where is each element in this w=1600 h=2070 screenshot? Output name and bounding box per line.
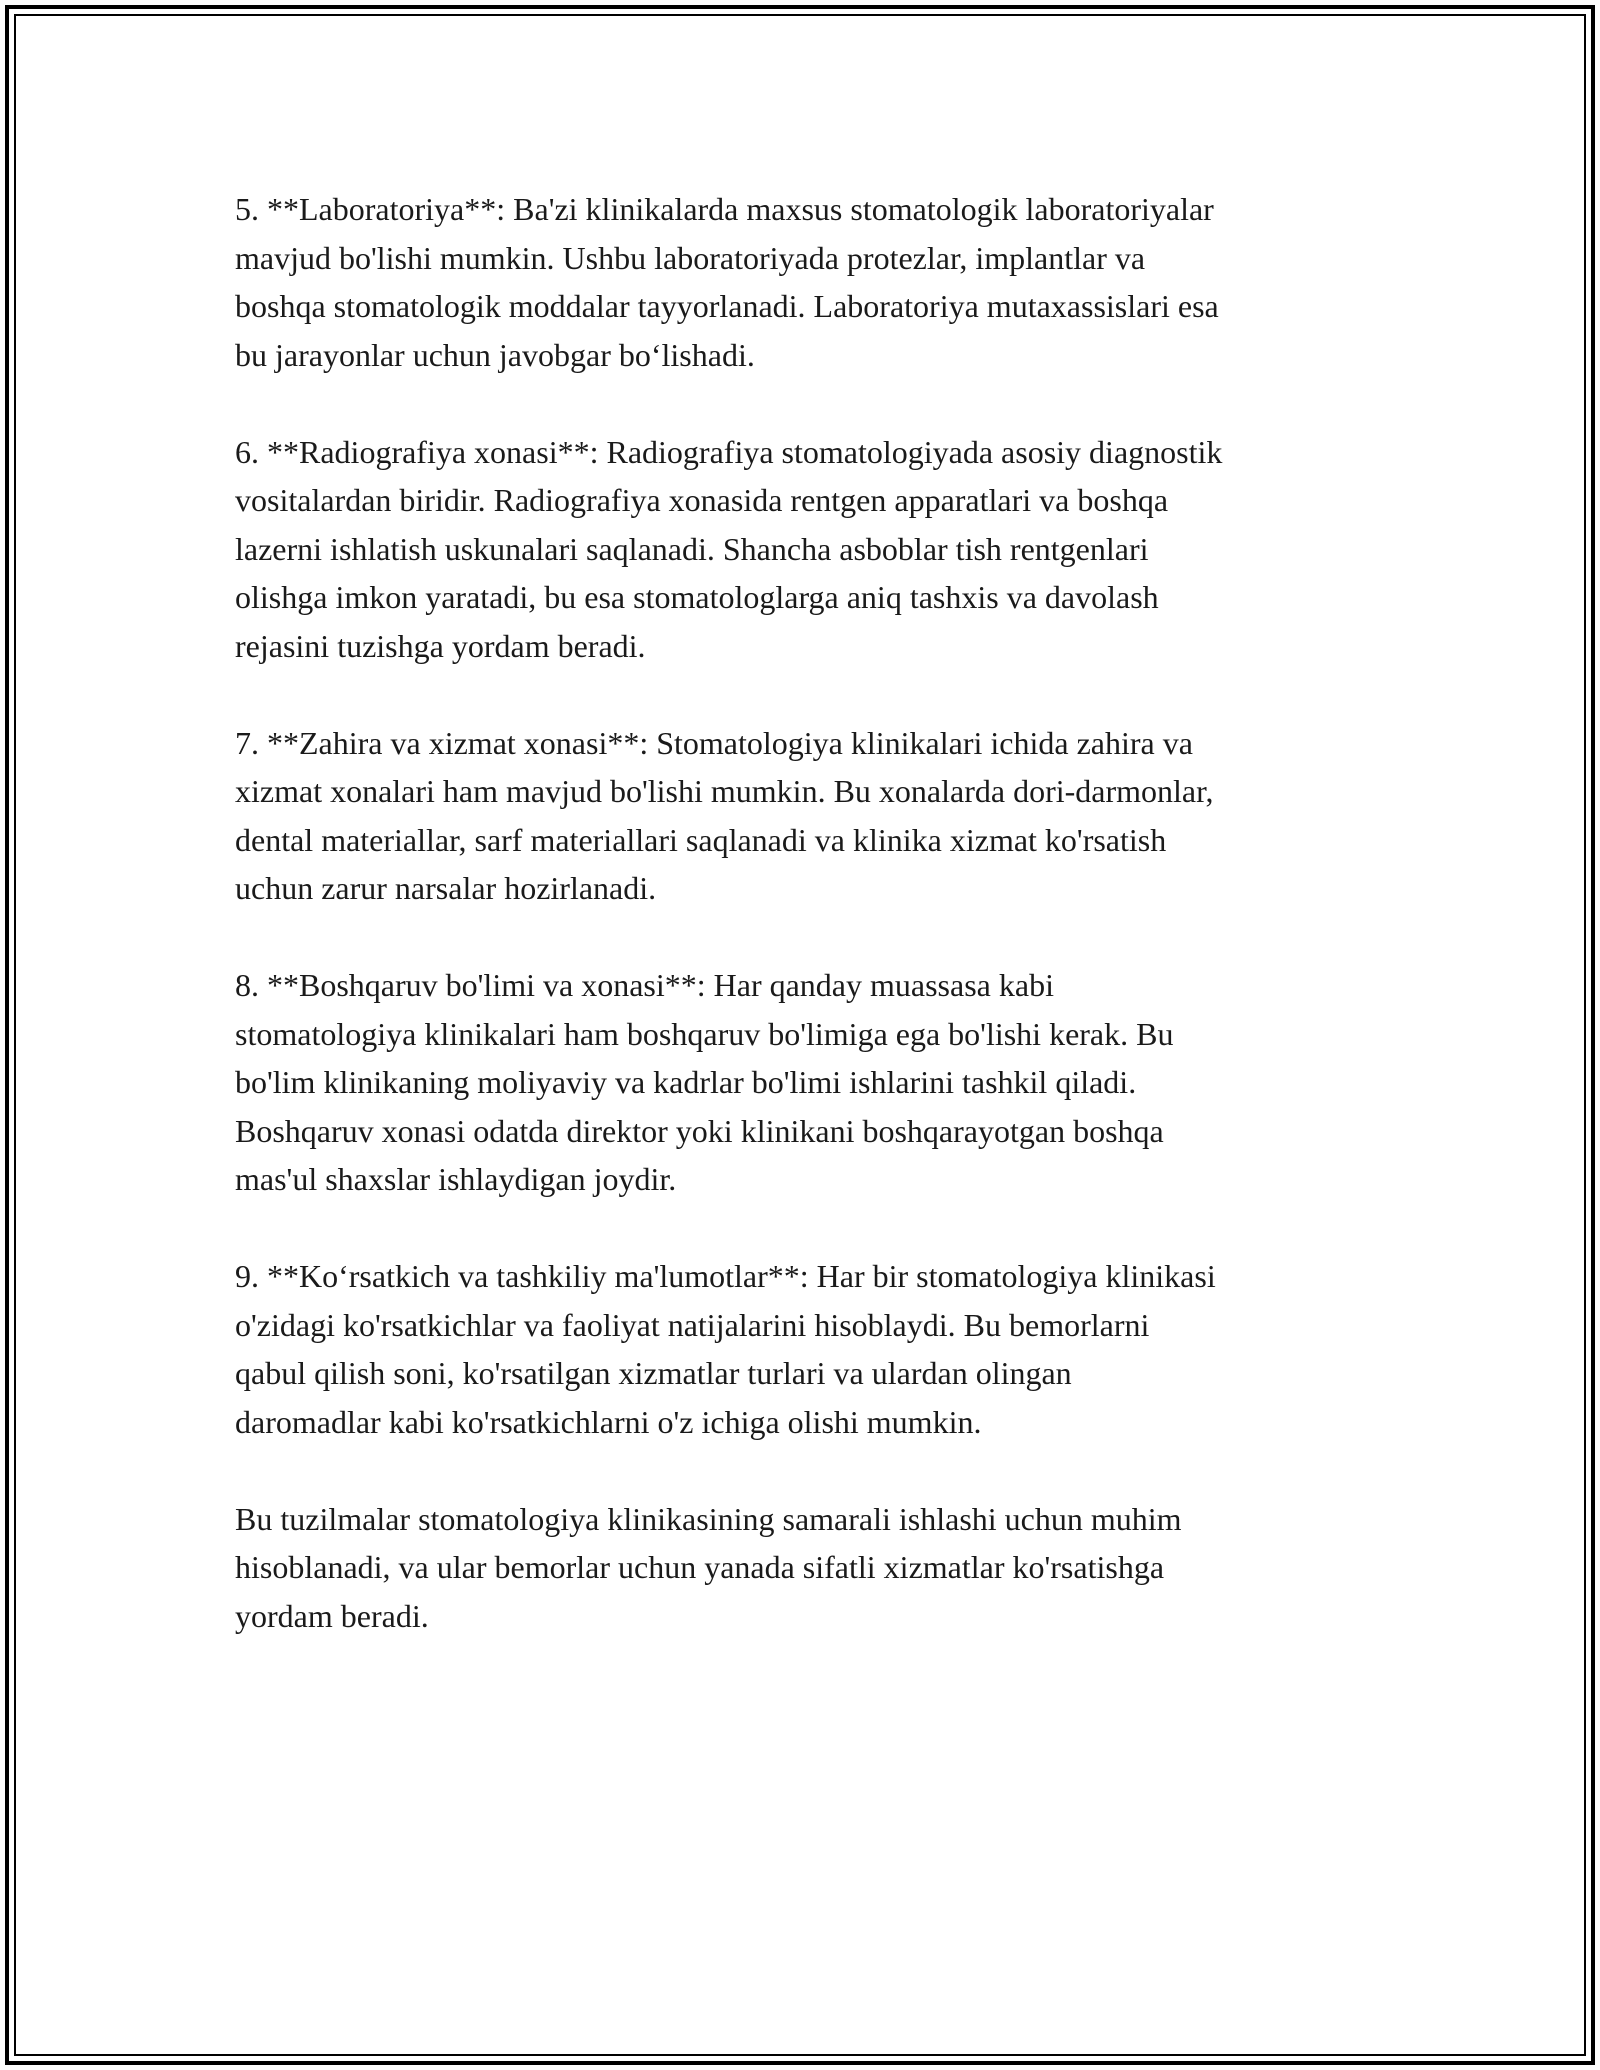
paragraph-zahira-va-xizmat-xonasi: 7. **Zahira va xizmat xonasi**: Stomatologiya klinikalari ichida zahira va xizmat xonalari ham mavjud bo'lishi mumkin. Bu xonalarda dori-darmonlar, dental materiallar, sarf materiallari saqlanadi va klinika xizmat ko'rsatish uchun zarur narsalar hozirlanadi. <box>235 724 1214 906</box>
paragraph-laboratoriya: 5. **Laboratoriya**: Ba'zi klinikalarda maxsus stomatologik laboratoriyalar mavjud bo'lishi mumkin. Ushbu laboratoriyada protezlar, implantlar va boshqa stomatologik moddalar tayyorlanadi. Laboratoriya mutaxassislari esa bu jarayonlar uchun javobgar bo‘lishadi. <box>235 191 1219 373</box>
document-body <box>235 185 1395 1689</box>
paragraph-korsatkich: 9. **Ko‘rsatkich va tashkiliy ma'lumotlar**: Har bir stomatologiya klinikasi o'zidagi ko'rsatkichlar va faoliyat natijalarini hisoblaydi. Bu bemorlarni qabul qilish soni, ko'rsatilgan xizmatlar turlari va ulardan olingan daromadlar kabi ko'rsatkichlarni o'z ichiga olishi mumkin. <box>235 1258 1216 1440</box>
paragraph-boshqaruv-bolimi: 8. **Boshqaruv bo'limi va xonasi**: Har qanday muassasa kabi stomatologiya klinikalari ham boshqaruv bo'limiga ega bo'lishi kerak. Bu bo'lim klinikaning moliyaviy va kadrlar bo'limi ishlarini tashkil qiladi. Boshqaruv xonasi odatda direktor yoki klinikani boshqarayotgan boshqa mas'ul shaxslar ishlaydigan joydir. <box>235 967 1174 1197</box>
paragraph-radiografiya-xonasi: 6. **Radiografiya xonasi**: Radiografiya stomatologiyada asosiy diagnostik vositalardan biridir. Radiografiya xonasida rentgen apparatlari va boshqa lazerni ishlatish uskunalari saqlanadi. Shancha asboblar tish rentgenlari olishga imkon yaratadi, bu esa stomatologlarga aniq tashxis va davolash rejasini tuzishga yordam beradi. <box>235 433 1223 664</box>
paragraph-conclusion: Bu tuzilmalar stomatologiya klinikasining samarali ishlashi uchun muhim hisoblanadi, va ular bemorlar uchun yanada sifatli xizmatlar ko'rsatishga yordam beradi. <box>235 1500 1182 1634</box>
